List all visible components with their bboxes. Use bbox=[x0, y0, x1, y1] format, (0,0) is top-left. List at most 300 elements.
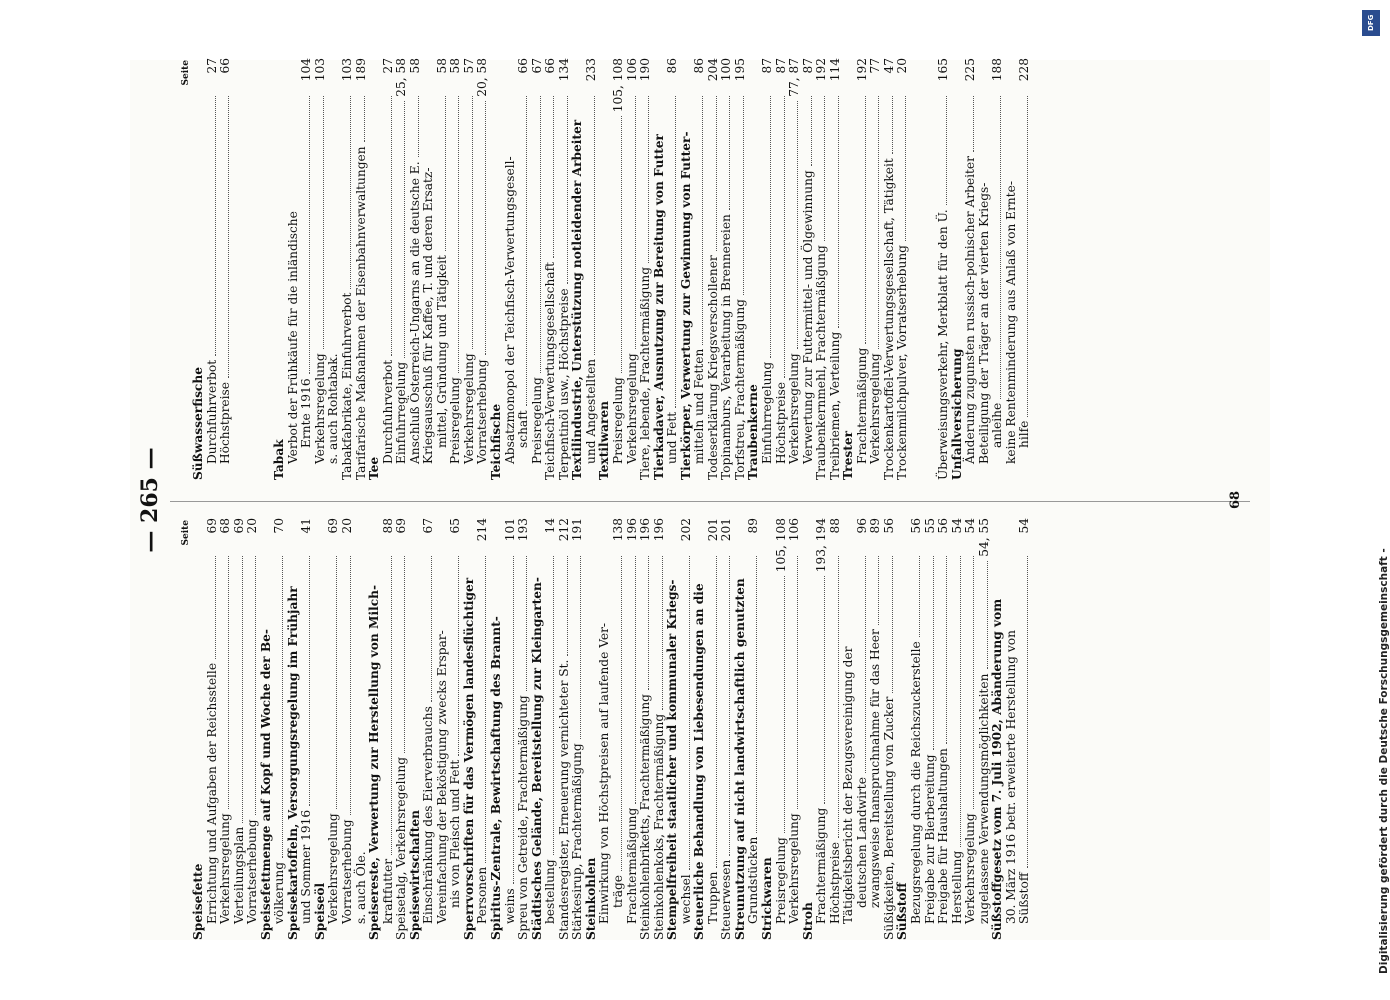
entry-page: 89 bbox=[868, 518, 883, 534]
index-entry bbox=[219, 58, 233, 480]
entry-text: träge bbox=[610, 874, 625, 908]
entry-text: Verkehrsregelung bbox=[461, 353, 476, 464]
index-entry bbox=[598, 518, 612, 940]
index-entry bbox=[327, 518, 341, 940]
dot-leader bbox=[1000, 96, 1001, 399]
index-entry bbox=[517, 58, 531, 480]
entry-text: kraftfutter bbox=[380, 858, 395, 924]
index-entry bbox=[869, 518, 883, 940]
dot-leader bbox=[824, 576, 825, 803]
entry-text: und Fett bbox=[665, 411, 680, 464]
left-entry-list bbox=[192, 518, 1032, 940]
entry-page: 25, 58 bbox=[394, 58, 409, 97]
entry-page: 214 bbox=[475, 518, 490, 542]
entry-page: 56 bbox=[936, 518, 951, 534]
entry-page: 105, 108 bbox=[610, 58, 625, 113]
dot-leader bbox=[485, 556, 486, 863]
entry-text: Süßstoff bbox=[895, 882, 910, 940]
index-entry bbox=[368, 58, 382, 480]
dot-leader bbox=[580, 556, 581, 739]
dot-leader bbox=[987, 561, 988, 670]
index-entry bbox=[341, 518, 355, 940]
index-entry bbox=[382, 518, 396, 940]
entry-text: Frachtermäßigung bbox=[624, 807, 639, 924]
entry-text: Verkehrsregelung bbox=[787, 813, 802, 924]
dot-leader bbox=[648, 96, 649, 263]
entry-text: Absatzmonopol der Teichfisch-Verwertungsgesell- bbox=[502, 156, 517, 464]
entry-text: Anschluß Österreich-Ungarns an die deutsche E. bbox=[407, 161, 422, 464]
index-entry bbox=[1005, 58, 1019, 480]
entry-page: 87 bbox=[800, 58, 815, 74]
dot-leader bbox=[526, 556, 527, 691]
dot-leader bbox=[662, 556, 663, 710]
entry-page: 190 bbox=[638, 58, 653, 82]
index-entry bbox=[680, 58, 694, 480]
entry-page: 191 bbox=[570, 518, 585, 542]
entry-text: völkerung bbox=[272, 861, 287, 924]
entry-page: 189 bbox=[353, 58, 368, 82]
entry-page: 77, 87 bbox=[787, 58, 802, 97]
entry-text: Tee bbox=[367, 456, 382, 480]
entry-text: Einfuhrregelung bbox=[394, 361, 409, 464]
entry-text: schaft bbox=[516, 410, 531, 448]
index-entry bbox=[463, 518, 477, 940]
dot-leader bbox=[702, 96, 703, 345]
dot-leader bbox=[729, 556, 730, 856]
dot-leader bbox=[919, 556, 920, 637]
entry-page: 104 bbox=[299, 58, 314, 82]
entry-text: Frachtermäßigung bbox=[814, 807, 829, 924]
entry-page: 86 bbox=[692, 58, 707, 74]
dot-leader bbox=[255, 556, 256, 816]
entry-text: Durchfuhrverbot bbox=[204, 359, 219, 464]
entry-text: Preisregelung bbox=[773, 837, 788, 924]
entry-text: Steinkohlen bbox=[583, 857, 598, 940]
entry-text: hilfe bbox=[1017, 420, 1032, 448]
entry-text: Speisewirtschaften bbox=[407, 809, 422, 940]
entry-page: 55 bbox=[922, 518, 937, 534]
entry-text: Steuerliche Behandlung von Liebesendungen an die bbox=[692, 583, 707, 940]
index-entry bbox=[707, 518, 721, 940]
entry-page: 96 bbox=[854, 518, 869, 534]
entry-text: Strickwaren bbox=[759, 857, 774, 940]
index-entry bbox=[260, 58, 274, 480]
entry-text: Torfstreu, Frachtermäßigung bbox=[732, 299, 747, 480]
index-entry bbox=[436, 58, 450, 480]
index-entry bbox=[395, 518, 409, 940]
index-entry bbox=[626, 58, 640, 480]
entry-text: Grundstücken bbox=[746, 836, 761, 924]
index-entry bbox=[355, 518, 369, 940]
entry-page: 88 bbox=[380, 518, 395, 534]
entry-text: Todeserklärung Kriegsverschollener bbox=[705, 255, 720, 480]
entry-page: 233 bbox=[583, 58, 598, 82]
index-entry bbox=[463, 58, 477, 480]
entry-page: 77 bbox=[868, 58, 883, 74]
footer-number: 68 bbox=[1228, 490, 1243, 510]
index-entry bbox=[368, 518, 382, 940]
entry-page: 105, 108 bbox=[773, 518, 788, 573]
entry-page: 138 bbox=[610, 518, 625, 542]
entry-text: anleihe bbox=[990, 402, 1005, 448]
index-entry bbox=[964, 58, 978, 480]
entry-page: 56 bbox=[908, 518, 923, 534]
index-entry bbox=[598, 58, 612, 480]
entry-page: 193, 194 bbox=[814, 518, 829, 573]
entry-text: 30. März 1916 betr. erweiterte Herstellung von bbox=[1003, 630, 1018, 924]
entry-text: Textilindustrie, Unterstützung notleidender Arbeiter bbox=[570, 119, 585, 480]
dot-leader bbox=[878, 96, 879, 349]
entry-text: Höchstpreise bbox=[773, 382, 788, 464]
index-entry bbox=[775, 58, 789, 480]
entry-text: Errichtung und Aufgaben der Reichsstelle bbox=[204, 662, 219, 924]
entry-text: wechsel bbox=[678, 874, 693, 924]
entry-page: 101 bbox=[502, 518, 517, 542]
index-entry bbox=[558, 58, 572, 480]
dot-leader bbox=[621, 556, 622, 871]
index-entry bbox=[951, 518, 965, 940]
entry-text: keine Rentenminderung aus Anlaß von Ernte- bbox=[1003, 181, 1018, 464]
dot-leader bbox=[635, 556, 636, 804]
entry-text: Überweisungsverkehr, Merkblatt für den Ü. bbox=[936, 209, 951, 480]
index-entry bbox=[720, 58, 734, 480]
entry-text: Speisefette bbox=[191, 863, 205, 940]
index-entry bbox=[761, 58, 775, 480]
dot-leader bbox=[472, 96, 473, 349]
column-divider bbox=[170, 501, 1250, 502]
dot-leader bbox=[824, 96, 825, 241]
entry-page: 58 bbox=[448, 58, 463, 74]
index-entry bbox=[422, 518, 436, 940]
entry-text: nis von Fleisch und Fett bbox=[448, 759, 463, 908]
index-entry bbox=[693, 58, 707, 480]
entry-text: Verbot der Frühkäufe für die inländische bbox=[285, 211, 300, 464]
entry-page: 66 bbox=[218, 58, 233, 74]
entry-text: Höchstpreise bbox=[827, 842, 842, 924]
entry-text: bestellung bbox=[543, 859, 558, 924]
entry-text: Änderung zugunsten russisch-polnischer Arbeiter bbox=[963, 156, 978, 464]
index-entry bbox=[504, 58, 518, 480]
index-entry bbox=[829, 58, 843, 480]
index-entry bbox=[1018, 58, 1032, 480]
dot-leader bbox=[567, 96, 568, 284]
entry-page: 58 bbox=[434, 58, 449, 74]
entry-text: Streunutzung auf nicht landwirtschaftlich genutzten bbox=[732, 578, 747, 940]
index-entry bbox=[612, 58, 626, 480]
entry-page: 20, 58 bbox=[475, 58, 490, 97]
entry-text: Vorratserhebung bbox=[475, 359, 490, 464]
entry-text: Tarifarische Maßnahmen der Eisenbahnverwaltungen bbox=[353, 146, 368, 480]
seite-label-left: Seite bbox=[181, 520, 191, 546]
dot-leader bbox=[946, 556, 947, 744]
entry-text: Tierkörper, Verwertung zur Gewinnung von Futter- bbox=[678, 131, 693, 480]
entry-text: Spiritus-Zentrale, Bewirtschaftung des Brannt- bbox=[489, 616, 504, 940]
entry-page: 54, 55 bbox=[976, 518, 991, 557]
dot-leader bbox=[811, 96, 812, 166]
index-entry bbox=[287, 518, 301, 940]
entry-page: 54 bbox=[963, 518, 978, 534]
index-entry bbox=[233, 518, 247, 940]
dot-leader bbox=[946, 96, 947, 205]
dot-leader bbox=[784, 576, 785, 833]
entry-page: 68 bbox=[218, 518, 233, 534]
entry-text: Herstellung bbox=[949, 850, 964, 924]
entry-text: Preisregelung bbox=[529, 377, 544, 464]
dot-leader bbox=[878, 556, 879, 625]
entry-page: 58 bbox=[407, 58, 422, 74]
index-entry bbox=[910, 518, 924, 940]
entry-page: 204 bbox=[705, 58, 720, 82]
entry-page: 70 bbox=[272, 518, 287, 534]
dot-leader bbox=[716, 556, 717, 868]
entry-text: Frachtermäßigung bbox=[854, 347, 869, 464]
dot-leader bbox=[716, 96, 717, 251]
index-entry bbox=[1005, 518, 1019, 940]
entry-text: Süßstoffgesetz vom 7. Juli 1902, Abänderung vom bbox=[990, 598, 1005, 940]
entry-page: 67 bbox=[529, 58, 544, 74]
index-entry bbox=[653, 58, 667, 480]
dot-leader bbox=[784, 96, 785, 378]
entry-page: 20 bbox=[340, 518, 355, 534]
entry-text: Einschränkung des Eierverbrauchs bbox=[421, 706, 436, 924]
index-entry bbox=[747, 58, 761, 480]
entry-page: 192 bbox=[854, 58, 869, 82]
index-entry bbox=[490, 518, 504, 940]
dot-leader bbox=[797, 556, 798, 809]
index-entry bbox=[666, 518, 680, 940]
entry-page: 192 bbox=[814, 58, 829, 82]
entry-text: zugelassene Verwendungsmöglichkeiten bbox=[976, 673, 991, 924]
dot-leader bbox=[391, 556, 392, 855]
index-entry bbox=[476, 58, 490, 480]
entry-text: Vorratserhebung bbox=[245, 819, 260, 924]
left-column bbox=[180, 518, 1032, 940]
index-entry bbox=[206, 58, 220, 480]
index-entry bbox=[964, 518, 978, 940]
entry-text: Standesregister, Erneuerung vernichteter St. bbox=[556, 659, 571, 940]
entry-text: Freigabe zur Bierbereitung bbox=[922, 754, 937, 924]
index-entry bbox=[260, 518, 274, 940]
dot-leader bbox=[323, 96, 324, 349]
entry-text: Ernte 1916 bbox=[299, 378, 314, 448]
entry-page: 54 bbox=[1017, 518, 1032, 534]
index-entry bbox=[476, 518, 490, 940]
entry-page: 86 bbox=[665, 58, 680, 74]
index-entry bbox=[300, 518, 314, 940]
entry-text: Preisregelung bbox=[610, 377, 625, 464]
entry-text: Freigabe für Haushaltungen bbox=[936, 748, 951, 924]
entry-text: Einfuhrregelung bbox=[759, 361, 774, 464]
dot-leader bbox=[905, 96, 906, 241]
dot-leader bbox=[485, 101, 486, 356]
dot-leader bbox=[621, 116, 622, 373]
entry-page: 225 bbox=[963, 58, 978, 82]
entry-text: Tiere, lebende, Frachtermäßigung bbox=[638, 266, 653, 480]
entry-text: Steinkohlenkoks, Frachtermäßigung bbox=[651, 713, 666, 940]
index-entry bbox=[571, 518, 585, 940]
index-entry bbox=[639, 518, 653, 940]
entry-page: 202 bbox=[678, 518, 693, 542]
entry-text: Steinkohlenbriketts, Frachtermäßigung bbox=[638, 694, 653, 940]
entry-text: Verwertung zur Futtermittel- und Ölgewinnung bbox=[800, 170, 815, 464]
entry-text: mitteln und Fetten bbox=[692, 348, 707, 464]
dot-leader bbox=[458, 96, 459, 373]
index-entry bbox=[422, 58, 436, 480]
dot-leader bbox=[743, 96, 744, 295]
right-column bbox=[180, 58, 1032, 480]
index-entry bbox=[869, 58, 883, 480]
entry-text: Süßstoff bbox=[1017, 872, 1032, 924]
entry-text: Einwirkung von Höchstpreisen auf laufende Ver- bbox=[597, 622, 612, 924]
index-entry bbox=[653, 518, 667, 940]
index-entry bbox=[585, 58, 599, 480]
entry-page: 66 bbox=[516, 58, 531, 74]
index-entry bbox=[991, 58, 1005, 480]
dot-leader bbox=[973, 556, 974, 809]
entry-page: 69 bbox=[326, 518, 341, 534]
dot-leader bbox=[729, 96, 730, 210]
entry-text: Unfallversicherung bbox=[949, 348, 964, 480]
entry-page: 188 bbox=[990, 58, 1005, 82]
index-entry bbox=[924, 518, 938, 940]
index-entry bbox=[775, 518, 789, 940]
entry-text: Spreu von Getreide, Frachtermäßigung bbox=[516, 695, 531, 940]
index-entry bbox=[978, 518, 992, 940]
dot-leader bbox=[756, 556, 757, 833]
dot-leader bbox=[364, 96, 365, 142]
index-entry bbox=[720, 518, 734, 940]
entry-page: 27 bbox=[204, 58, 219, 74]
dot-leader bbox=[282, 556, 283, 858]
dot-leader bbox=[635, 96, 636, 349]
dot-leader bbox=[228, 96, 229, 378]
index-entry bbox=[856, 58, 870, 480]
index-entry bbox=[409, 518, 423, 940]
entry-page: 27 bbox=[380, 58, 395, 74]
entry-text: zwangsweise Inanspruchnahme für das Heer bbox=[868, 629, 883, 908]
index-entry bbox=[531, 58, 545, 480]
index-entry bbox=[639, 58, 653, 480]
entry-page: 20 bbox=[895, 58, 910, 74]
entry-text: Beteiligung der Träger an der vierten Kriegs- bbox=[976, 182, 991, 464]
entry-text: Treibriemen, Verteilung bbox=[827, 331, 842, 480]
dot-leader bbox=[404, 101, 405, 358]
entry-text: weins bbox=[502, 888, 517, 924]
entry-text: s. auch Öle. bbox=[353, 851, 368, 924]
entry-page: 212 bbox=[556, 518, 571, 542]
entry-page: 56 bbox=[881, 518, 896, 534]
dot-leader bbox=[648, 556, 649, 690]
dot-leader bbox=[526, 96, 527, 406]
entry-page: 228 bbox=[1017, 58, 1032, 82]
dot-leader bbox=[553, 96, 554, 258]
entry-text: Verteilungsplan bbox=[231, 826, 246, 924]
entry-text: Kriegsausschuß für Kaffee, T. und deren Ersatz- bbox=[421, 167, 436, 464]
entry-text: Verkehrsregelung bbox=[624, 353, 639, 464]
entry-text: Speisefettmenge auf Kopf und Woche der Be- bbox=[258, 629, 273, 940]
index-entry bbox=[558, 518, 572, 940]
entry-text: Truppen bbox=[705, 871, 720, 924]
entry-page: 89 bbox=[746, 518, 761, 534]
index-entry bbox=[991, 518, 1005, 940]
dot-leader bbox=[350, 556, 351, 816]
index-entry bbox=[896, 58, 910, 480]
entry-page: 106 bbox=[787, 518, 802, 542]
entry-text: Vorratserhebung bbox=[340, 819, 355, 924]
index-entry bbox=[300, 58, 314, 480]
entry-text: Tätigkeitsbericht der Bezugsvereinigung der bbox=[841, 646, 856, 924]
index-entry bbox=[314, 518, 328, 940]
index-entry bbox=[436, 518, 450, 940]
entry-page: 165 bbox=[936, 58, 951, 82]
index-entry bbox=[666, 58, 680, 480]
entry-text: und Angestellten bbox=[583, 358, 598, 464]
index-entry bbox=[788, 58, 802, 480]
right-entry-list bbox=[192, 58, 1032, 480]
dot-leader bbox=[770, 96, 771, 358]
entry-text: Traubenkernmehl, Frachtermäßigung bbox=[814, 245, 829, 480]
index-entry bbox=[829, 518, 843, 940]
dot-leader bbox=[418, 96, 419, 157]
index-entry bbox=[761, 518, 775, 940]
entry-text: Städtisches Gelände, Bereitstellung zur Kleingarten- bbox=[529, 577, 544, 940]
index-entry bbox=[449, 518, 463, 940]
entry-page: 65 bbox=[448, 518, 463, 534]
entry-text: Trester bbox=[841, 430, 856, 480]
dot-leader bbox=[431, 556, 432, 702]
entry-text: Trockenmilchpulver, Vorratserhebung bbox=[895, 245, 910, 480]
entry-page: 134 bbox=[556, 58, 571, 82]
dot-leader bbox=[228, 556, 229, 809]
dot-leader bbox=[933, 556, 934, 750]
entry-page: 69 bbox=[231, 518, 246, 534]
index-entry bbox=[734, 518, 748, 940]
index-entry bbox=[1018, 518, 1032, 940]
index-entry bbox=[856, 518, 870, 940]
index-entry bbox=[192, 58, 206, 480]
entry-page: 54 bbox=[949, 518, 964, 534]
index-entry bbox=[327, 58, 341, 480]
dot-leader bbox=[553, 556, 554, 855]
entry-text: Vereinfachung der Beköstigung zwecks Erspar- bbox=[434, 630, 449, 924]
entry-text: Tabakfabrikate, Einfuhrverbot bbox=[340, 292, 355, 480]
index-entry bbox=[707, 58, 721, 480]
entry-text: Speiseöl bbox=[312, 882, 327, 940]
entry-page: 196 bbox=[651, 518, 666, 542]
entry-text: Trockenkartoffel-Verwertungsgesellschaft, Tätigkeit bbox=[881, 158, 896, 480]
dot-leader bbox=[309, 556, 310, 806]
entry-text: Textilwaren bbox=[597, 400, 612, 480]
entry-text: Verkehrsregelung bbox=[218, 813, 233, 924]
index-entry bbox=[626, 518, 640, 940]
index-entry bbox=[273, 518, 287, 940]
index-entry bbox=[504, 518, 518, 940]
entry-text: Süßigkeiten, Bereitstellung von Zucker bbox=[881, 696, 896, 940]
dot-leader bbox=[865, 556, 866, 773]
digitization-credit: Digitalisierung gefördert durch die Deutsche Forschungsgemeinschaft - bbox=[1378, 548, 1390, 974]
entry-page: 87 bbox=[759, 58, 774, 74]
dot-leader bbox=[689, 556, 690, 870]
entry-page: 66 bbox=[543, 58, 558, 74]
entry-text: Stroh bbox=[800, 902, 815, 940]
entry-text: Höchstpreise bbox=[218, 382, 233, 464]
entry-text: Verkehrsregelung bbox=[326, 813, 341, 924]
index-entry bbox=[544, 518, 558, 940]
entry-text: mittel, Gründung und Tätigkeit bbox=[434, 255, 449, 448]
entry-text: Personen bbox=[475, 866, 490, 924]
dfg-logo: DFG bbox=[1362, 10, 1380, 36]
index-entry bbox=[978, 58, 992, 480]
